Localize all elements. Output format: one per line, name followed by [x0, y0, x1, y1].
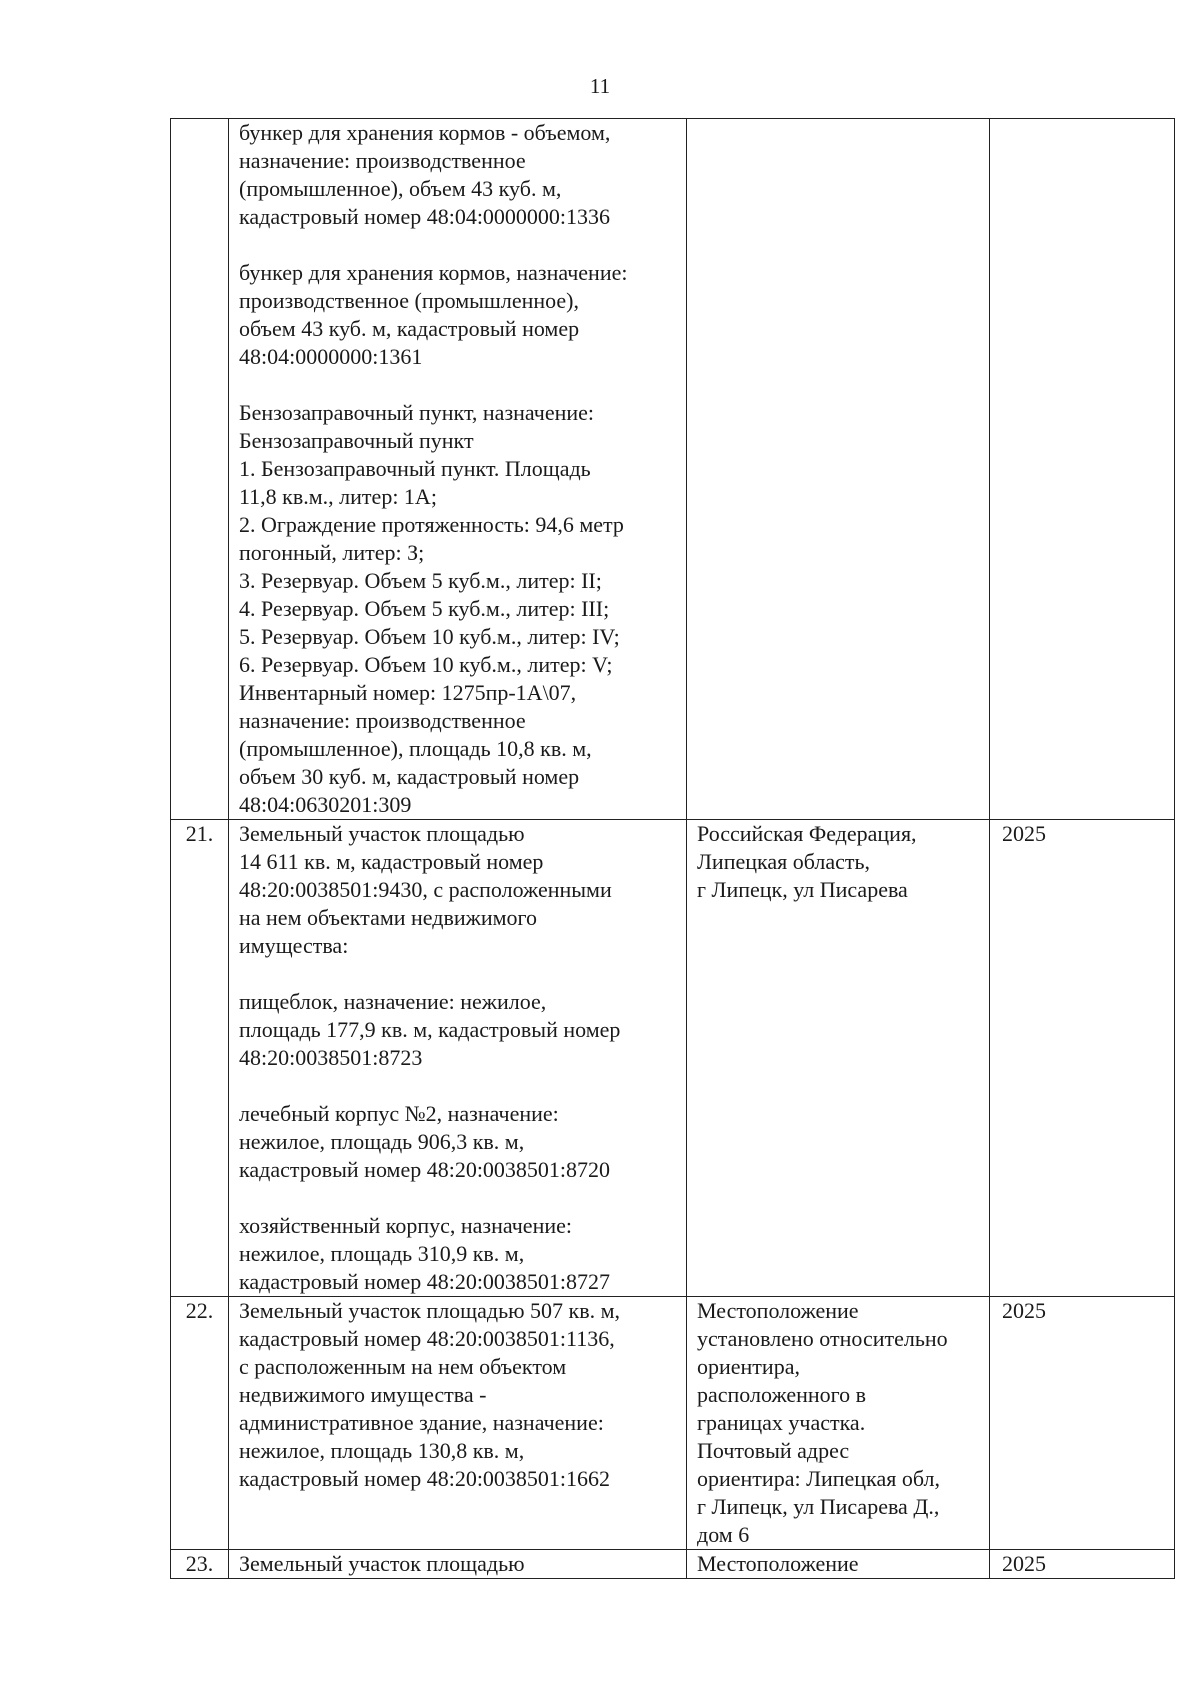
table-row: [171, 1297, 1175, 1550]
location-line: Российская Федерация,: [697, 821, 917, 846]
description-line: кадастровый номер 48:04:0000000:1336: [239, 204, 611, 229]
year-cell: [990, 119, 1175, 820]
description-line: 1. Бензозаправочный пункт. Площадь: [239, 456, 591, 481]
year-cell: 2025: [990, 1297, 1175, 1550]
table-row: [171, 1550, 1175, 1579]
description-line: 48:04:0630201:309: [239, 792, 412, 817]
description-line: кадастровый номер 48:20:0038501:1662: [239, 1466, 611, 1491]
year-cell: 2025: [990, 1550, 1175, 1579]
description-line: 48:20:0038501:9430, с расположенными: [239, 877, 612, 902]
description-line: 11,8 кв.м., литер: 1А;: [239, 484, 437, 509]
description-line: кадастровый номер 48:20:0038501:8727: [239, 1269, 611, 1294]
table-row: [171, 820, 1175, 1297]
row-number: [171, 119, 229, 820]
registry-table-body: [171, 119, 1175, 1579]
page-number: 11: [589, 74, 611, 98]
paragraph-gap: [239, 1184, 680, 1212]
description-line: назначение: производственное: [239, 148, 526, 173]
description-line: имущества:: [239, 933, 349, 958]
location-line: дом 6: [697, 1522, 750, 1547]
description-line: административное здание, назначение:: [239, 1410, 604, 1435]
object-description-cell: [229, 820, 687, 1297]
location-line: расположенного в: [697, 1382, 867, 1407]
description-line: Земельный участок площадью: [239, 821, 525, 846]
description-line: на нем объектами недвижимого: [239, 905, 537, 930]
description-line: объем 43 куб. м, кадастровый номер: [239, 316, 580, 341]
description-line: недвижимого имущества -: [239, 1382, 487, 1407]
description-line: 6. Резервуар. Объем 10 куб.м., литер: V;: [239, 652, 613, 677]
description-line: погонный, литер: З;: [239, 540, 425, 565]
location-line: установлено относительно: [697, 1326, 948, 1351]
description-line: Бензозаправочный пункт: [239, 428, 474, 453]
description-line: 5. Резервуар. Объем 10 куб.м., литер: IV;: [239, 624, 620, 649]
description-line: Земельный участок площадью 507 кв. м,: [239, 1298, 621, 1323]
object-description-cell: [229, 119, 687, 820]
description-line: 4. Резервуар. Объем 5 куб.м., литер: III;: [239, 596, 610, 621]
row-number: 21.: [171, 820, 229, 1297]
description-line: кадастровый номер 48:20:0038501:8720: [239, 1157, 611, 1182]
description-line: производственное (промышленное),: [239, 288, 579, 313]
row-number: 22.: [171, 1297, 229, 1550]
object-description-cell: [229, 1297, 687, 1550]
table-row: [171, 119, 1175, 820]
description-line: с расположенным на нем объектом: [239, 1354, 567, 1379]
description-line: нежилое, площадь 130,8 кв. м,: [239, 1438, 525, 1463]
description-line: 48:04:0000000:1361: [239, 344, 423, 369]
location-line: ориентира: Липецкая обл,: [697, 1466, 940, 1491]
description-line: нежилое, площадь 310,9 кв. м,: [239, 1241, 525, 1266]
paragraph-gap: [239, 1072, 680, 1100]
paragraph-gap: [239, 960, 680, 988]
location-line: Липецкая область,: [697, 849, 871, 874]
row-number: 23.: [171, 1550, 229, 1579]
description-line: нежилое, площадь 906,3 кв. м,: [239, 1129, 525, 1154]
description-line: Бензозаправочный пункт, назначение:: [239, 400, 595, 425]
location-cell: [687, 119, 990, 820]
location-line: границах участка.: [697, 1410, 866, 1435]
description-line: 48:20:0038501:8723: [239, 1045, 423, 1070]
location-line: г Липецк, ул Писарева: [697, 877, 908, 902]
description-line: бункер для хранения кормов, назначение:: [239, 260, 628, 285]
location-cell: [687, 820, 990, 1297]
description-line: 14 611 кв. м, кадастровый номер: [239, 849, 544, 874]
location-line: Местоположение: [697, 1551, 859, 1576]
location-line: г Липецк, ул Писарева Д.,: [697, 1494, 940, 1519]
paragraph-gap: [239, 231, 680, 259]
location-cell: [687, 1297, 990, 1550]
property-registry-table: [170, 118, 1175, 1579]
paragraph-gap: [239, 371, 680, 399]
location-line: ориентира,: [697, 1354, 800, 1379]
year-cell: 2025: [990, 820, 1175, 1297]
description-line: лечебный корпус №2, назначение:: [239, 1101, 559, 1126]
description-line: площадь 177,9 кв. м, кадастровый номер: [239, 1017, 621, 1042]
object-description-cell: [229, 1550, 687, 1579]
description-line: (промышленное), объем 43 куб. м,: [239, 176, 562, 201]
description-line: пищеблок, назначение: нежилое,: [239, 989, 547, 1014]
description-line: Земельный участок площадью: [239, 1551, 525, 1576]
location-line: Почтовый адрес: [697, 1438, 850, 1463]
description-line: хозяйственный корпус, назначение:: [239, 1213, 572, 1238]
location-cell: [687, 1550, 990, 1579]
description-line: объем 30 куб. м, кадастровый номер: [239, 764, 580, 789]
description-line: бункер для хранения кормов - объемом,: [239, 120, 611, 145]
description-line: назначение: производственное: [239, 708, 526, 733]
description-line: Инвентарный номер: 1275пр-1А\07,: [239, 680, 577, 705]
location-line: Местоположение: [697, 1298, 859, 1323]
description-line: 3. Резервуар. Объем 5 куб.м., литер: II;: [239, 568, 602, 593]
description-line: кадастровый номер 48:20:0038501:1136,: [239, 1326, 615, 1351]
description-line: (промышленное), площадь 10,8 кв. м,: [239, 736, 592, 761]
description-line: 2. Ограждение протяженность: 94,6 метр: [239, 512, 624, 537]
